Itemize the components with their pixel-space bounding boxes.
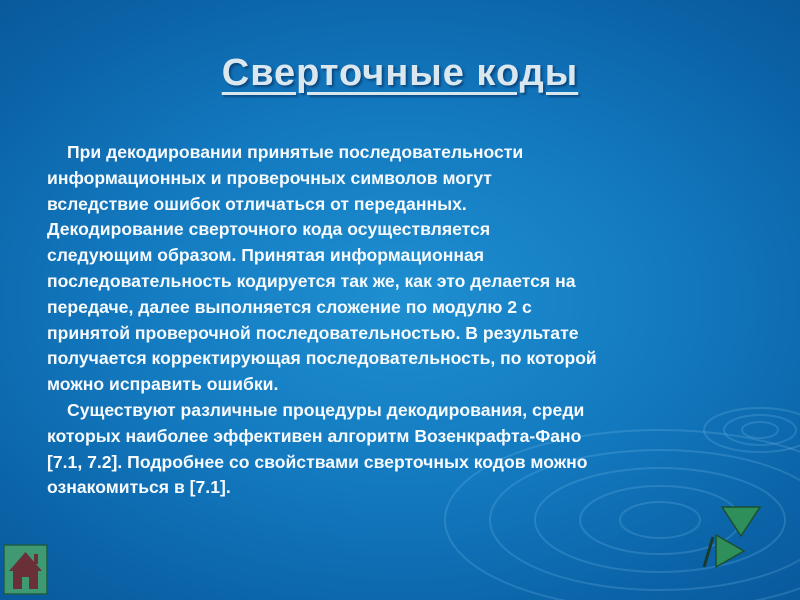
body-text [47,140,767,501]
home-button[interactable] [3,544,48,595]
triangle-back-icon [700,533,746,569]
slide-title: Сверточные коды [221,52,579,94]
previous-slide-button[interactable] [700,533,746,569]
paragraph-procedures: Существуют различные процедуры декодирования, среди которых наиболее эффективен алгоритм Возенкрафта-Фано [7.1, 7.2]. Подробнее со свойствами сверточных кодов можно ознакомиться в [7.1]. [47,399,588,498]
paragraph-decoding: При декодировании принятые последовательности информационных и проверочных символов могут вследствие ошибок отличаться от переданных. Декодирование сверточного кода осуществляется следующим образом. Принятая информационная последовательность кодируется так же, как это делается на передаче, далее выполняется сложение по модулю 2 с принятой проверочной последовательностью. В результате получается корректирующая последовательность, по которой можно исправить ошибки. [47,142,597,395]
home-icon [3,544,48,595]
